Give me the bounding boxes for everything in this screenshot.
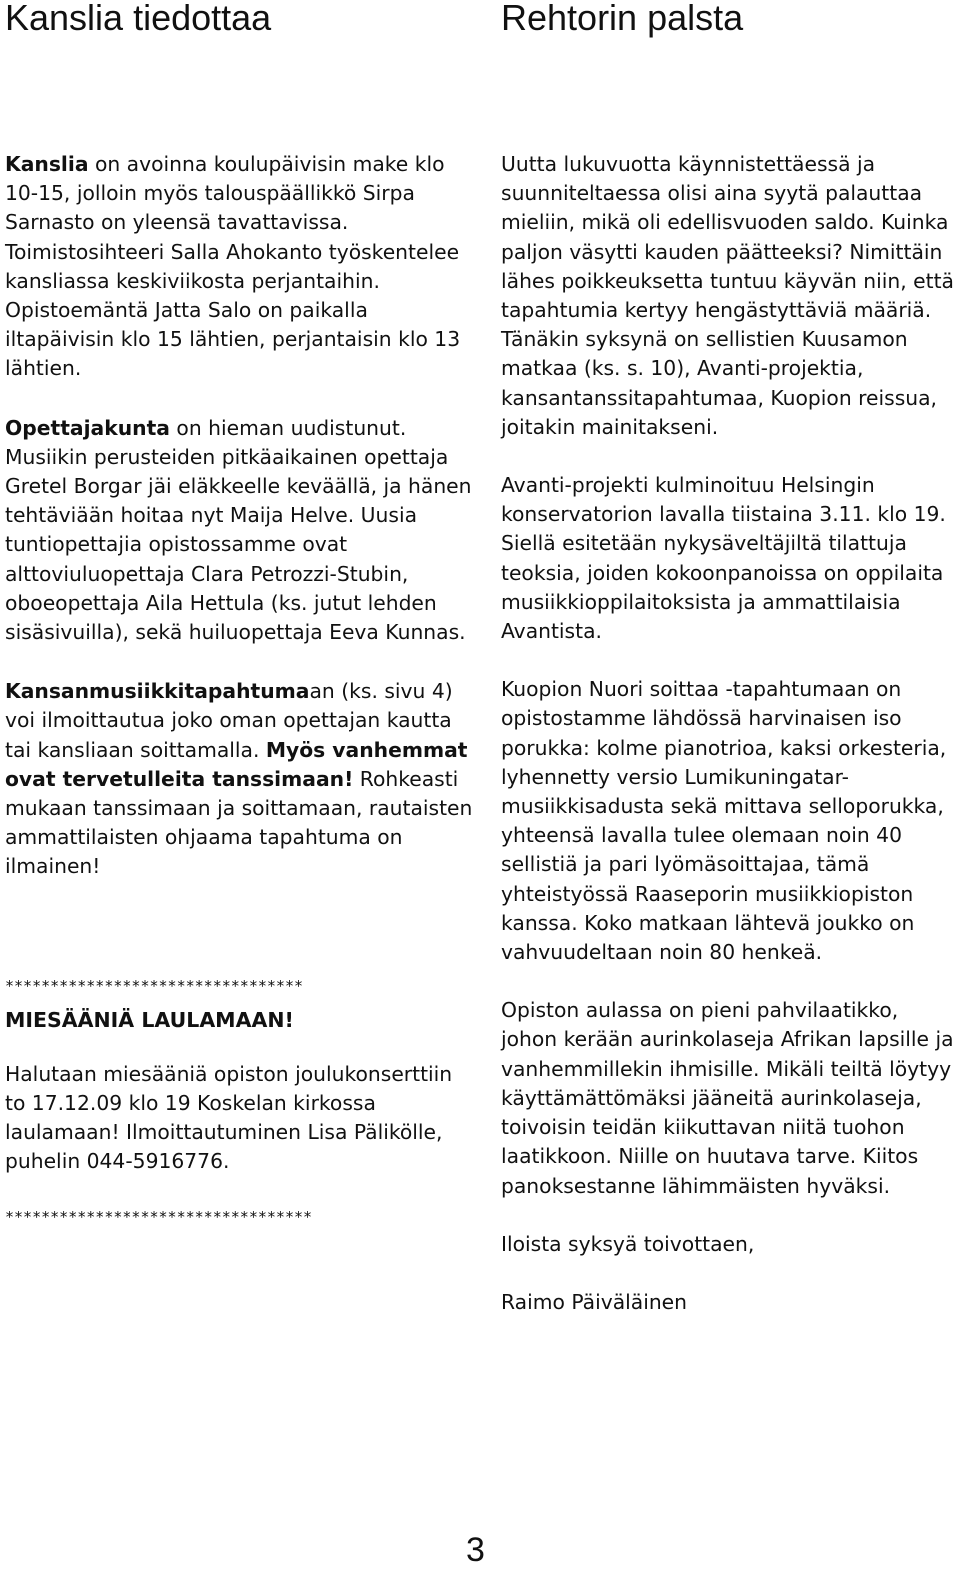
- office-text: on avoinna koulupäivisin make klo 10-15, jolloin myös talouspäällikkö Sirpa Sarnasto on yleensä tavattavissa. Toimistosihteeri Salla Ahokanto työskentelee kansliassa keskiviikosta perjantaihin. Opistoemäntä Jatta Salo on paikalla iltapäivisin klo 15 lähtien, perjantaisin klo 13 lähtien.: [5, 152, 461, 381]
- notice-text: Halutaan miesääniä opiston joulukonserttiin to 17.12.09 klo 19 Koskelan kirkossa laulamaan! Ilmoittautuminen Lisa Pälikölle, puhelin 044-5916776.: [5, 1061, 453, 1174]
- principal-paragraph-3: Kuopion Nuori soittaa -tapahtumaan on opistostamme lähdössä harvinaisen iso porukka: kolme pianotrioa, kaksi orkesteria, lyhennetty versio Lumikuningatar-musiikkisadusta sekä mittava selloporukka, yhteensä lavalla tulee olemaan noin 40 sellistiä ja pari lyömäsoittajaa, tämä yhteistyössä Raaseporin musiikkiopiston kanssa. Koko matkaan lähtevä joukko on vahvuudeltaan noin 80 henkeä.: [501, 677, 947, 965]
- separator-stars-top: *********************************: [5, 976, 304, 995]
- staff-paragraph: [5, 414, 475, 648]
- signature: Raimo Päiväläinen: [501, 1289, 688, 1314]
- folk-event-paragraph: [5, 677, 475, 881]
- right-heading: Rehtorin palsta: [501, 0, 744, 38]
- separator-stars-bottom: **********************************: [5, 1207, 313, 1226]
- right-body: [501, 150, 956, 1317]
- office-lead: Kanslia: [5, 152, 89, 176]
- left-heading: Kanslia tiedottaa: [5, 0, 272, 38]
- folk-event-bold: Myös vanhemmat ovat tervetulleita tanssimaan!: [5, 737, 468, 791]
- left-body: [5, 150, 475, 1227]
- folk-event-lead: Kansanmusiikkitapahtuma: [5, 679, 310, 704]
- principal-paragraph-2: Avanti-projekti kulminoituu Helsingin konservatorion lavalla tiistaina 3.11. klo 19. Siellä esitetään nykysäveltäjiltä tilattuja teoksia, joiden kokoonpanoissa on oppilaita musiikkioppilaitoksista ja ammattilaisia Avantista.: [501, 473, 946, 644]
- folk-event-rest: Rohkeasti mukaan tanssimaan ja soittamaan, rautaisten ammattilaisten ohjaama tapahtuma on ilmainen!: [5, 766, 473, 879]
- office-paragraph: [5, 150, 475, 384]
- page-number: 3: [466, 1531, 485, 1569]
- folk-event-text: an (ks. sivu 4) voi ilmoittautua joko oman opettajan kautta tai kansliaan soittamalla.: [5, 679, 453, 762]
- staff-text: on hieman uudistunut. Musiikin perusteiden pitkäaikainen opettaja Gretel Borgar jäi eläkkeelle keväällä, ja hänen tehtäviään hoitaa nyt Maija Helve. Uusia tuntiopettajia opistossamme ovat alttoviuluopettaja Clara Petrozzi-Stubin, oboeopettaja Aila Hettula (ks. jutut lehden sisäsivuilla), sekä huiluopettaja Eeva Kunnas.: [5, 415, 472, 645]
- notice-title: MIESÄÄNIÄ LAULAMAAN!: [5, 1007, 294, 1032]
- principal-paragraph-1: Uutta lukuvuotta käynnistettäessä ja suunniteltaessa olisi aina syytä palauttaa mieliin, mikä oli edellisvuoden saldo. Kuinka paljon väsytti kauden päätteeksi? Nimittäin lähes poikkeuksetta tuntuu käyvän niin, että tapahtumia kertyy hengästyttäviä määriä. Tänäkin syksynä on sellistien Kuusamon matkaa (ks. s. 10), Avanti-projektia, kansantanssitapahtumaa, Kuopion reissua, joitakin mainitakseni.: [501, 152, 954, 439]
- principal-paragraph-4: Opiston aulassa on pieni pahvilaatikko, johon kerään aurinkolaseja Afrikan lapsille ja vanhemmillekin ihmisille. Mikäli teiltä löytyy käyttämättömäksi jääneitä aurinkolaseja, toivoisin teidän kiikuttavan niitä tuohon laatikkoon. Niille on huutava tarve. Kiitos panoksestanne lähimmäisten hyväksi.: [501, 998, 954, 1198]
- staff-lead: Opettajakunta: [5, 415, 170, 440]
- greeting: Iloista syksyä toivottaen,: [501, 1231, 755, 1256]
